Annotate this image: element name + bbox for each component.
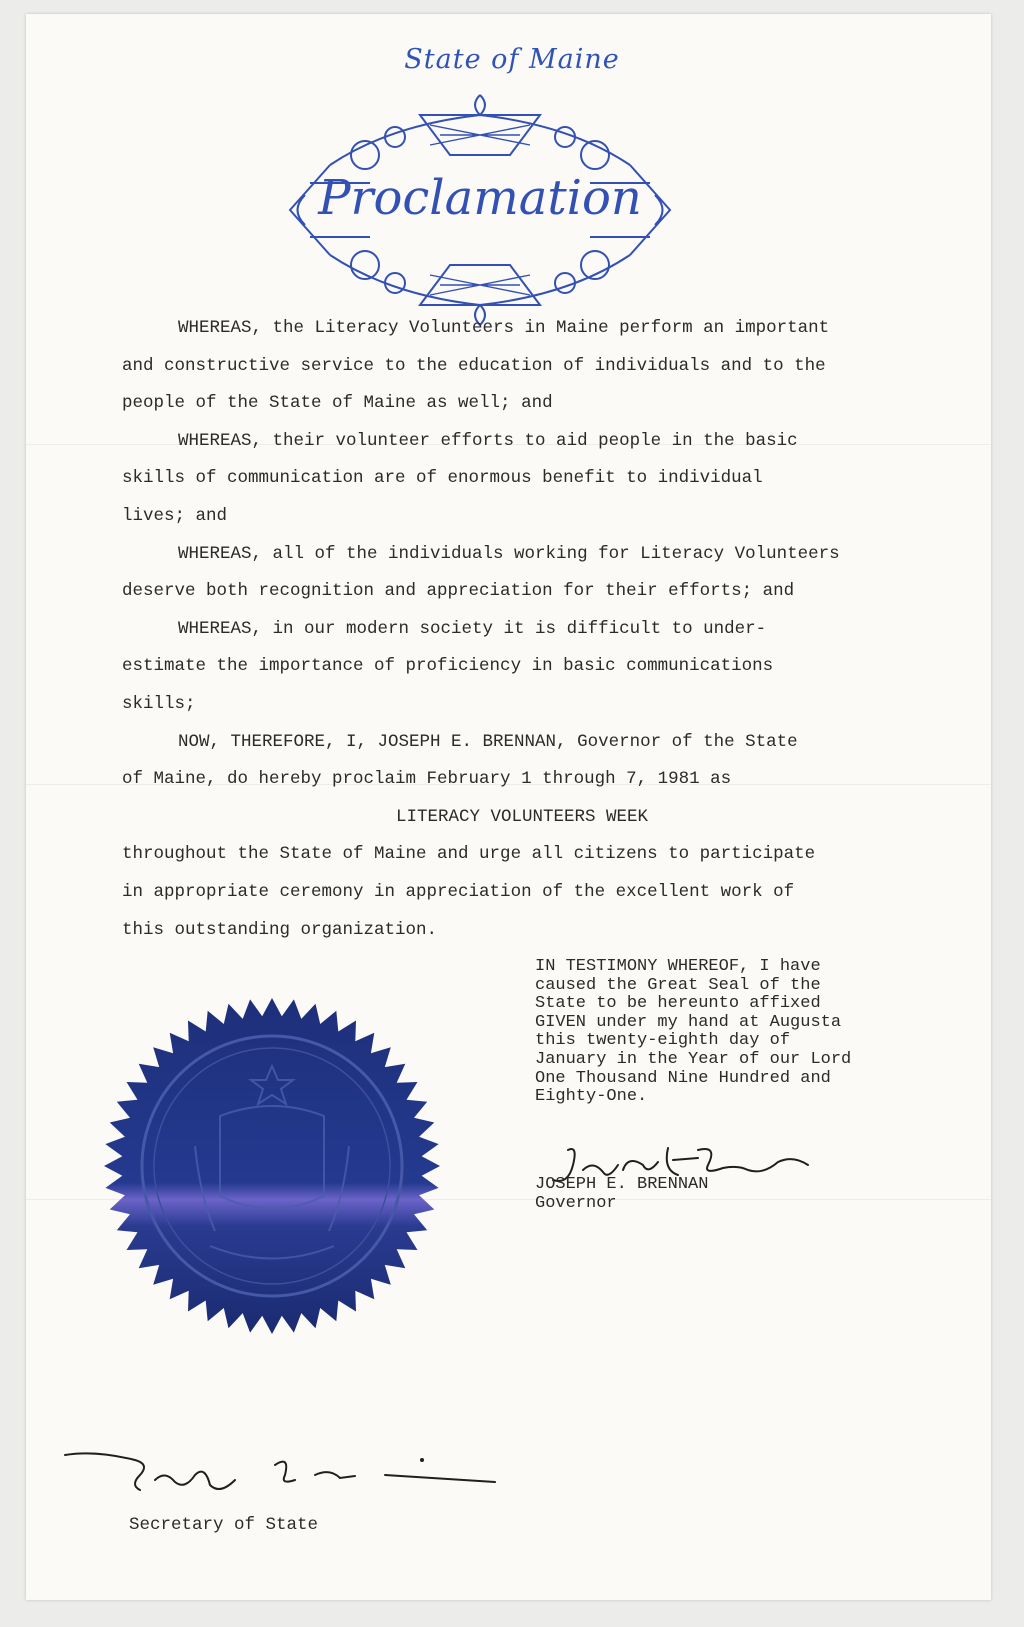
testimony-line: this twenty-eighth day of — [535, 1031, 791, 1051]
governor-title: Governor — [535, 1194, 617, 1213]
state-heading: State of Maine — [404, 44, 620, 75]
body-line: NOW, THEREFORE, I, JOSEPH E. BRENNAN, Governor of the State — [178, 731, 798, 752]
body-line: LITERACY VOLUNTEERS WEEK — [395, 806, 649, 827]
testimony-line: Eighty-One. — [535, 1087, 648, 1107]
body-line: of Maine, do hereby proclaim February 1 through 7, 1981 as — [122, 769, 732, 790]
testimony-line: IN TESTIMONY WHEREOF, I have — [535, 957, 821, 976]
secretary-title: Secretary of State — [129, 1515, 319, 1535]
body-line: deserve both recognition and appreciation for their efforts; and — [122, 581, 795, 602]
secretary-signature — [55, 1440, 515, 1510]
body-line: in appropriate ceremony in appreciation of the excellent work of — [122, 881, 795, 902]
body-line: WHEREAS, in our modern society it is difficult to under- — [178, 618, 767, 639]
body-line: estimate the importance of proficiency in basic communications — [122, 656, 774, 677]
body-line: this outstanding organization. — [122, 919, 438, 940]
testimony-line: caused the Great Seal of the — [535, 975, 821, 995]
great-seal-of-maine — [100, 996, 445, 1336]
testimony-line: One Thousand Nine Hundred and — [535, 1068, 831, 1088]
body-line: skills; — [122, 693, 196, 714]
governor-name: JOSEPH E. BRENNAN — [535, 1175, 709, 1194]
governor-block — [535, 1175, 708, 1213]
proclamation-title: Proclamation — [318, 170, 642, 226]
body-line: and constructive service to the education of individuals and to the — [122, 355, 826, 376]
testimony-line: January in the Year of our Lord — [535, 1049, 852, 1069]
body-line: skills of communication are of enormous benefit to individual — [122, 468, 763, 489]
body-line: lives; and — [122, 505, 228, 526]
proclamation-body — [122, 310, 922, 949]
testimony-line: GIVEN under my hand at Augusta — [535, 1012, 842, 1032]
body-line: throughout the State of Maine and urge all citizens to participate — [122, 844, 816, 865]
body-line: people of the State of Maine as well; and — [122, 393, 553, 414]
testimony-line: State to be hereunto affixed — [535, 994, 821, 1014]
body-line: WHEREAS, their volunteer efforts to aid people in the basic — [178, 430, 798, 451]
testimony-block — [535, 958, 955, 1107]
body-line: WHEREAS, all of the individuals working for Literacy Volunteers — [178, 543, 840, 564]
body-line: WHEREAS, the Literacy Volunteers in Maine perform an important — [178, 318, 830, 338]
